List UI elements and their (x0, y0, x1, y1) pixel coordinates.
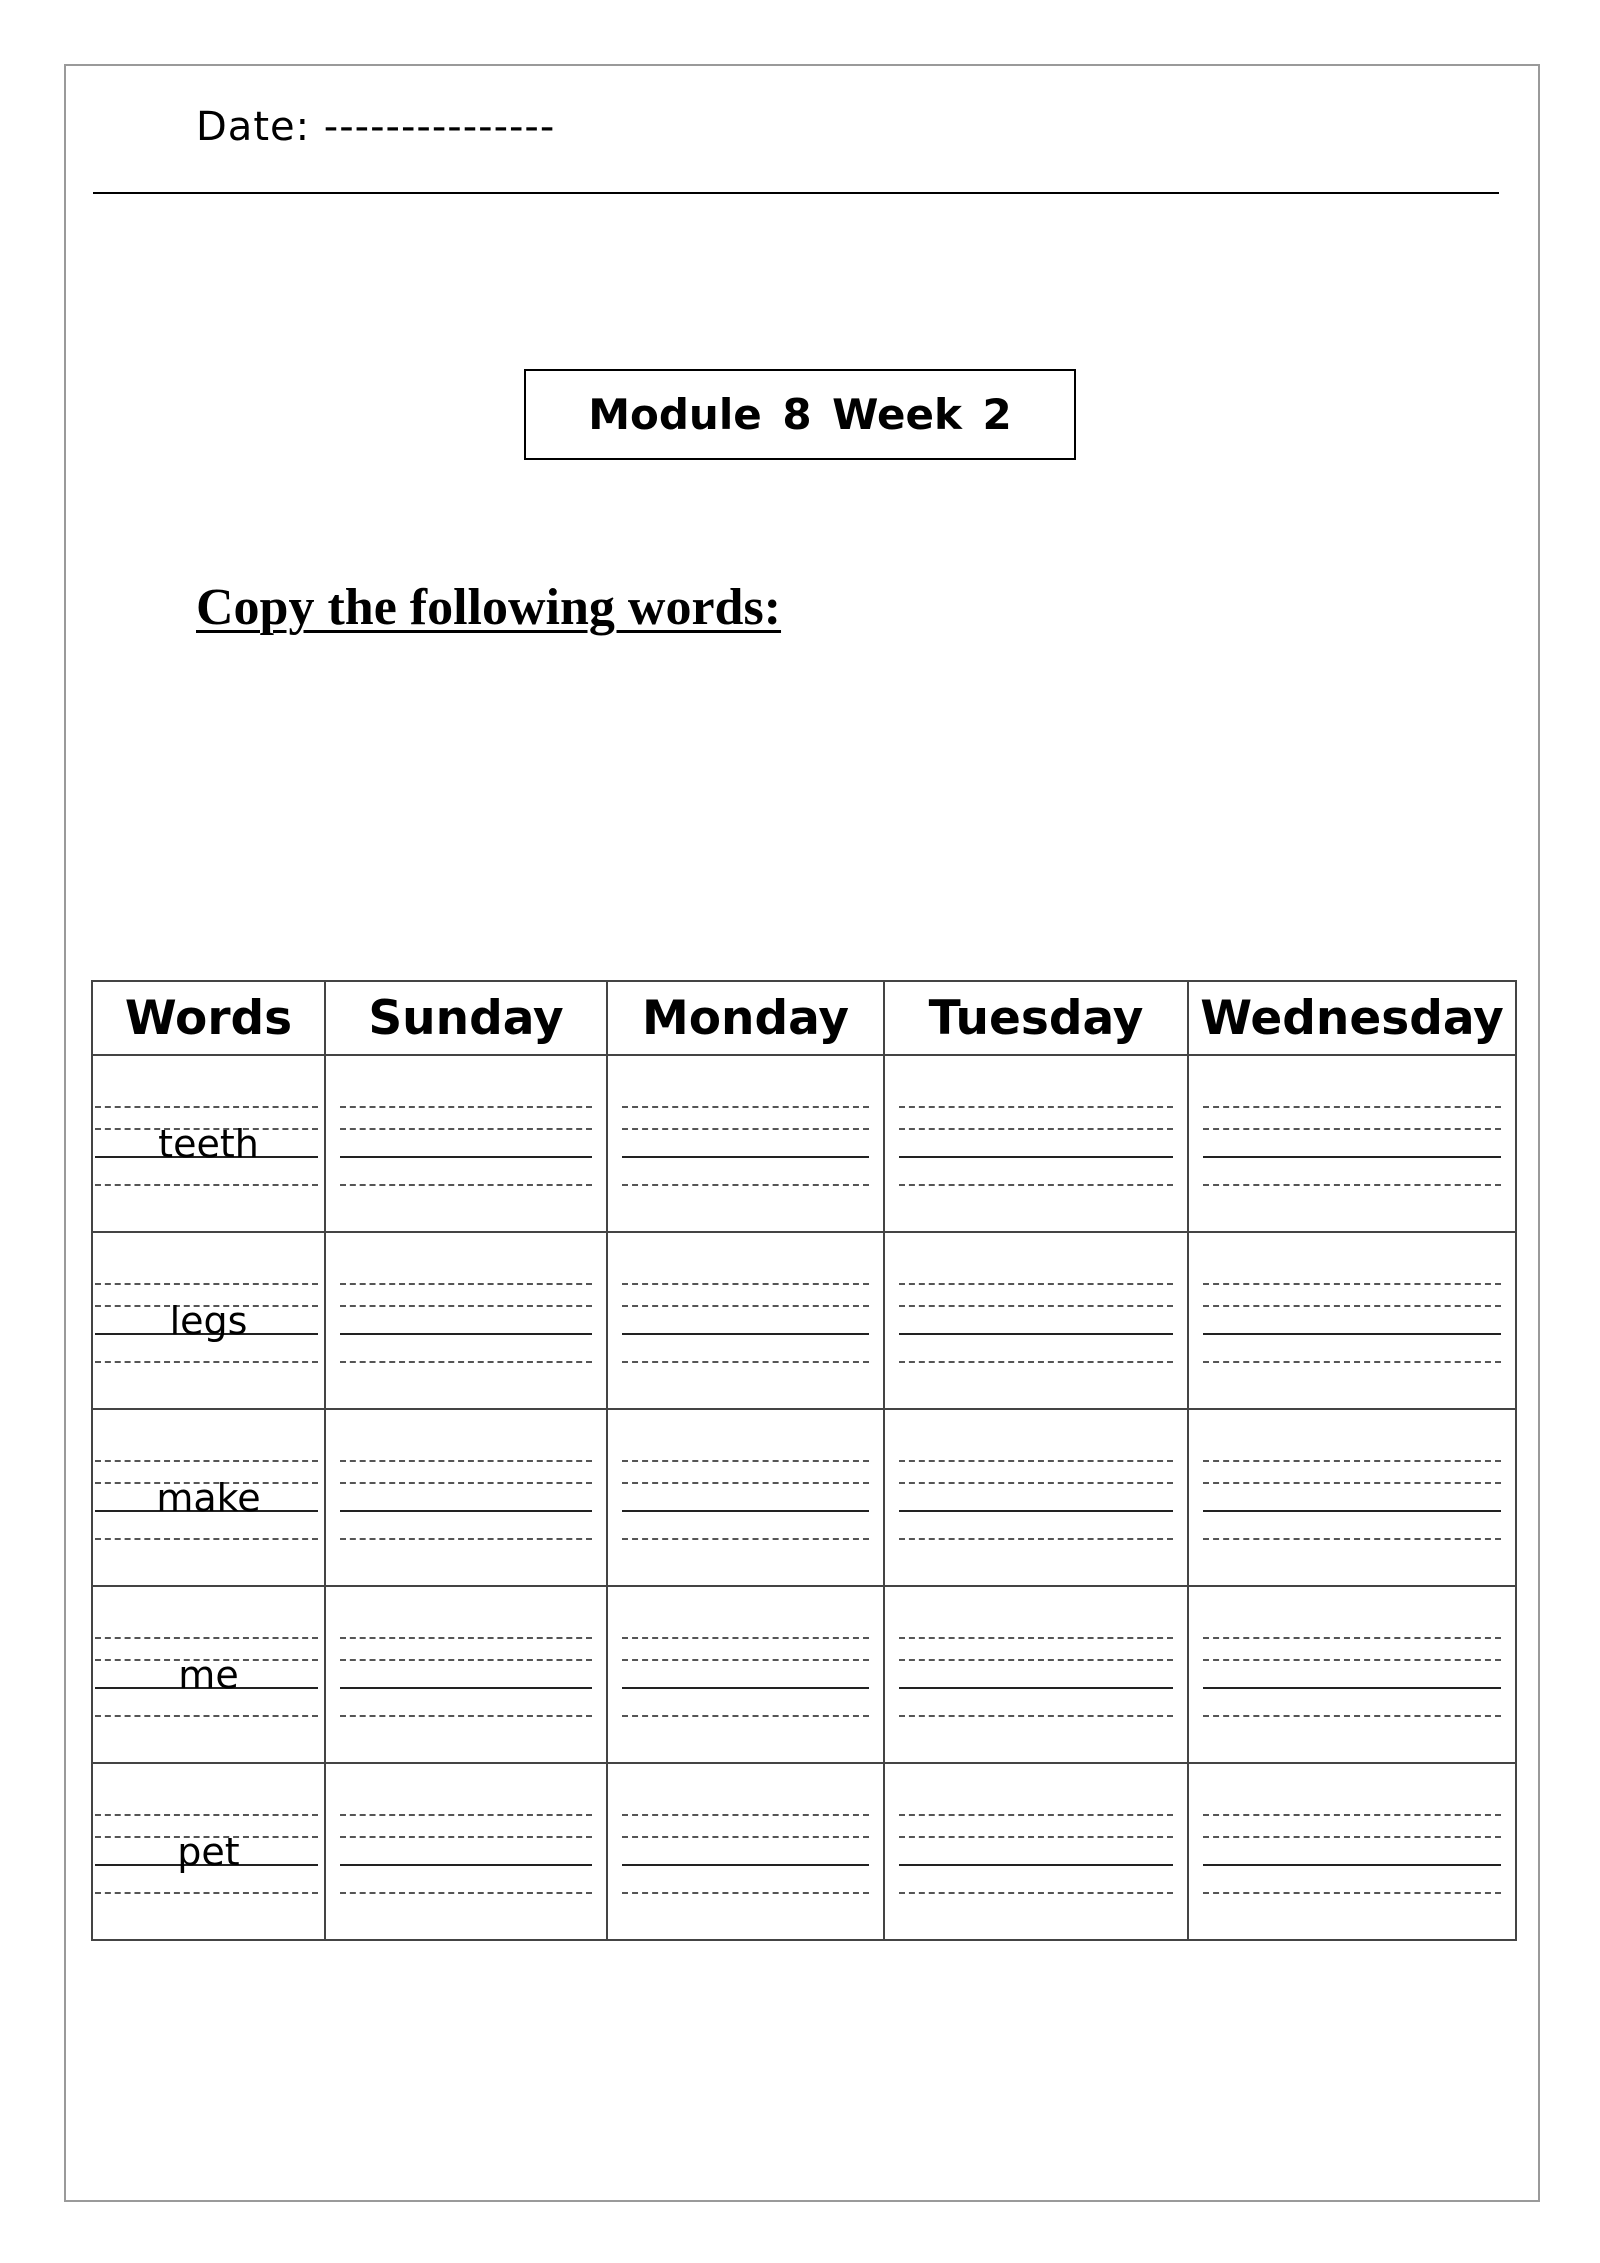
guide-dashed-line (95, 1892, 318, 1894)
guide-dashed-line (622, 1892, 869, 1894)
guide-dashed-line (899, 1184, 1173, 1186)
writing-cell-wednesday[interactable] (1188, 1763, 1516, 1940)
word-text: pet (177, 1829, 240, 1874)
guide-dashed-line (95, 1814, 318, 1816)
table-row (92, 1232, 1516, 1409)
guide-dashed-line (340, 1460, 592, 1462)
guide-dashed-line (622, 1814, 869, 1816)
guide-dashed-line (95, 1361, 318, 1363)
guide-dashed-line (1203, 1659, 1501, 1661)
guide-dashed-line (340, 1184, 592, 1186)
guide-dashed-line (899, 1482, 1173, 1484)
module-title-box (524, 369, 1076, 460)
guide-dashed-line (340, 1283, 592, 1285)
guide-baseline (1203, 1687, 1501, 1689)
word-text: teeth (158, 1121, 259, 1166)
guide-baseline (340, 1510, 592, 1512)
column-header-wednesday: Wednesday (1188, 981, 1516, 1055)
guide-dashed-line (1203, 1715, 1501, 1717)
guide-baseline (1203, 1156, 1501, 1158)
table-header-row (92, 981, 1516, 1055)
table-row (92, 1409, 1516, 1586)
writing-cell-monday[interactable] (607, 1409, 884, 1586)
column-header-tuesday: Tuesday (884, 981, 1188, 1055)
guide-dashed-line (1203, 1460, 1501, 1462)
writing-cell-tuesday[interactable] (884, 1409, 1188, 1586)
guide-dashed-line (622, 1184, 869, 1186)
guide-dashed-line (622, 1283, 869, 1285)
guide-dashed-line (95, 1715, 318, 1717)
writing-guide-lines (899, 1637, 1173, 1721)
instruction-heading: Copy the following words: (196, 579, 782, 636)
guide-dashed-line (340, 1814, 592, 1816)
guide-baseline (1203, 1510, 1501, 1512)
writing-guide-lines (1203, 1106, 1501, 1190)
guide-baseline (899, 1156, 1173, 1158)
guide-baseline (622, 1687, 869, 1689)
writing-guide-lines (340, 1637, 592, 1721)
guide-baseline (899, 1687, 1173, 1689)
copy-words-table (91, 980, 1517, 1941)
table-row (92, 1586, 1516, 1763)
guide-dashed-line (899, 1836, 1173, 1838)
writing-guide-lines (340, 1460, 592, 1544)
column-header-monday: Monday (607, 981, 884, 1055)
guide-dashed-line (340, 1659, 592, 1661)
guide-baseline (1203, 1864, 1501, 1866)
guide-dashed-line (340, 1892, 592, 1894)
guide-dashed-line (1203, 1283, 1501, 1285)
writing-guide-lines (1203, 1814, 1501, 1898)
word-cell (92, 1232, 325, 1409)
guide-dashed-line (1203, 1538, 1501, 1540)
guide-dashed-line (340, 1305, 592, 1307)
writing-guide-lines (899, 1460, 1173, 1544)
writing-cell-wednesday[interactable] (1188, 1409, 1516, 1586)
guide-dashed-line (1203, 1128, 1501, 1130)
guide-dashed-line (1203, 1305, 1501, 1307)
guide-dashed-line (899, 1637, 1173, 1639)
guide-dashed-line (95, 1184, 318, 1186)
guide-dashed-line (899, 1814, 1173, 1816)
guide-baseline (899, 1510, 1173, 1512)
guide-baseline (899, 1864, 1173, 1866)
guide-dashed-line (622, 1715, 869, 1717)
writing-guide-lines (340, 1283, 592, 1367)
guide-dashed-line (622, 1836, 869, 1838)
guide-dashed-line (899, 1538, 1173, 1540)
guide-dashed-line (622, 1361, 869, 1363)
writing-cell-tuesday[interactable] (884, 1055, 1188, 1232)
table-row (92, 1055, 1516, 1232)
writing-cell-sunday[interactable] (325, 1586, 607, 1763)
guide-baseline (622, 1333, 869, 1335)
writing-cell-wednesday[interactable] (1188, 1055, 1516, 1232)
guide-dashed-line (622, 1538, 869, 1540)
writing-cell-wednesday[interactable] (1188, 1586, 1516, 1763)
guide-dashed-line (622, 1637, 869, 1639)
writing-guide-lines (899, 1106, 1173, 1190)
writing-guide-lines (622, 1283, 869, 1367)
guide-dashed-line (1203, 1361, 1501, 1363)
writing-cell-sunday[interactable] (325, 1763, 607, 1940)
writing-guide-lines (622, 1814, 869, 1898)
column-header-words: Words (92, 981, 325, 1055)
guide-baseline (622, 1156, 869, 1158)
guide-dashed-line (340, 1128, 592, 1130)
word-cell (92, 1763, 325, 1940)
writing-guide-lines (622, 1637, 869, 1721)
word-text: legs (169, 1298, 248, 1343)
guide-dashed-line (622, 1106, 869, 1108)
guide-dashed-line (95, 1538, 318, 1540)
guide-dashed-line (1203, 1836, 1501, 1838)
guide-dashed-line (340, 1482, 592, 1484)
module-title: Module 8 Week 2 (588, 390, 1012, 439)
writing-guide-lines (899, 1283, 1173, 1367)
writing-cell-monday[interactable] (607, 1055, 884, 1232)
guide-dashed-line (340, 1715, 592, 1717)
guide-baseline (622, 1510, 869, 1512)
writing-cell-tuesday[interactable] (884, 1586, 1188, 1763)
guide-dashed-line (95, 1460, 318, 1462)
guide-dashed-line (899, 1659, 1173, 1661)
writing-cell-tuesday[interactable] (884, 1232, 1188, 1409)
table-row (92, 1763, 1516, 1940)
guide-baseline (340, 1687, 592, 1689)
guide-baseline (899, 1333, 1173, 1335)
guide-dashed-line (340, 1361, 592, 1363)
guide-dashed-line (899, 1128, 1173, 1130)
guide-baseline (622, 1864, 869, 1866)
writing-cell-sunday[interactable] (325, 1055, 607, 1232)
guide-dashed-line (622, 1305, 869, 1307)
word-cell (92, 1055, 325, 1232)
guide-baseline (1203, 1333, 1501, 1335)
guide-dashed-line (95, 1106, 318, 1108)
guide-baseline (340, 1864, 592, 1866)
guide-dashed-line (1203, 1892, 1501, 1894)
guide-baseline (340, 1156, 592, 1158)
guide-dashed-line (622, 1482, 869, 1484)
guide-dashed-line (340, 1637, 592, 1639)
writing-cell-sunday[interactable] (325, 1232, 607, 1409)
guide-dashed-line (340, 1538, 592, 1540)
guide-dashed-line (1203, 1637, 1501, 1639)
writing-guide-lines (1203, 1637, 1501, 1721)
guide-dashed-line (95, 1283, 318, 1285)
writing-cell-wednesday[interactable] (1188, 1232, 1516, 1409)
guide-dashed-line (899, 1106, 1173, 1108)
guide-dashed-line (622, 1659, 869, 1661)
guide-dashed-line (1203, 1482, 1501, 1484)
header-divider (93, 192, 1499, 194)
date-label: Date: --------------- (196, 104, 556, 150)
writing-cell-monday[interactable] (607, 1586, 884, 1763)
writing-guide-lines (340, 1814, 592, 1898)
writing-cell-monday[interactable] (607, 1232, 884, 1409)
word-cell (92, 1409, 325, 1586)
writing-guide-lines (1203, 1283, 1501, 1367)
word-cell (92, 1586, 325, 1763)
guide-dashed-line (340, 1106, 592, 1108)
writing-guide-lines (622, 1106, 869, 1190)
writing-cell-sunday[interactable] (325, 1409, 607, 1586)
writing-cell-monday[interactable] (607, 1763, 884, 1940)
writing-cell-tuesday[interactable] (884, 1763, 1188, 1940)
guide-dashed-line (622, 1128, 869, 1130)
word-text: me (178, 1652, 239, 1697)
guide-dashed-line (899, 1361, 1173, 1363)
guide-baseline (340, 1333, 592, 1335)
writing-guide-lines (1203, 1460, 1501, 1544)
guide-dashed-line (899, 1892, 1173, 1894)
guide-dashed-line (340, 1836, 592, 1838)
writing-guide-lines (340, 1106, 592, 1190)
guide-dashed-line (95, 1637, 318, 1639)
guide-dashed-line (1203, 1184, 1501, 1186)
guide-dashed-line (899, 1283, 1173, 1285)
writing-guide-lines (622, 1460, 869, 1544)
guide-dashed-line (899, 1305, 1173, 1307)
guide-dashed-line (899, 1715, 1173, 1717)
guide-dashed-line (899, 1460, 1173, 1462)
guide-dashed-line (1203, 1814, 1501, 1816)
word-text: make (156, 1475, 261, 1520)
writing-guide-lines (899, 1814, 1173, 1898)
guide-dashed-line (622, 1460, 869, 1462)
column-header-sunday: Sunday (325, 981, 607, 1055)
guide-dashed-line (1203, 1106, 1501, 1108)
